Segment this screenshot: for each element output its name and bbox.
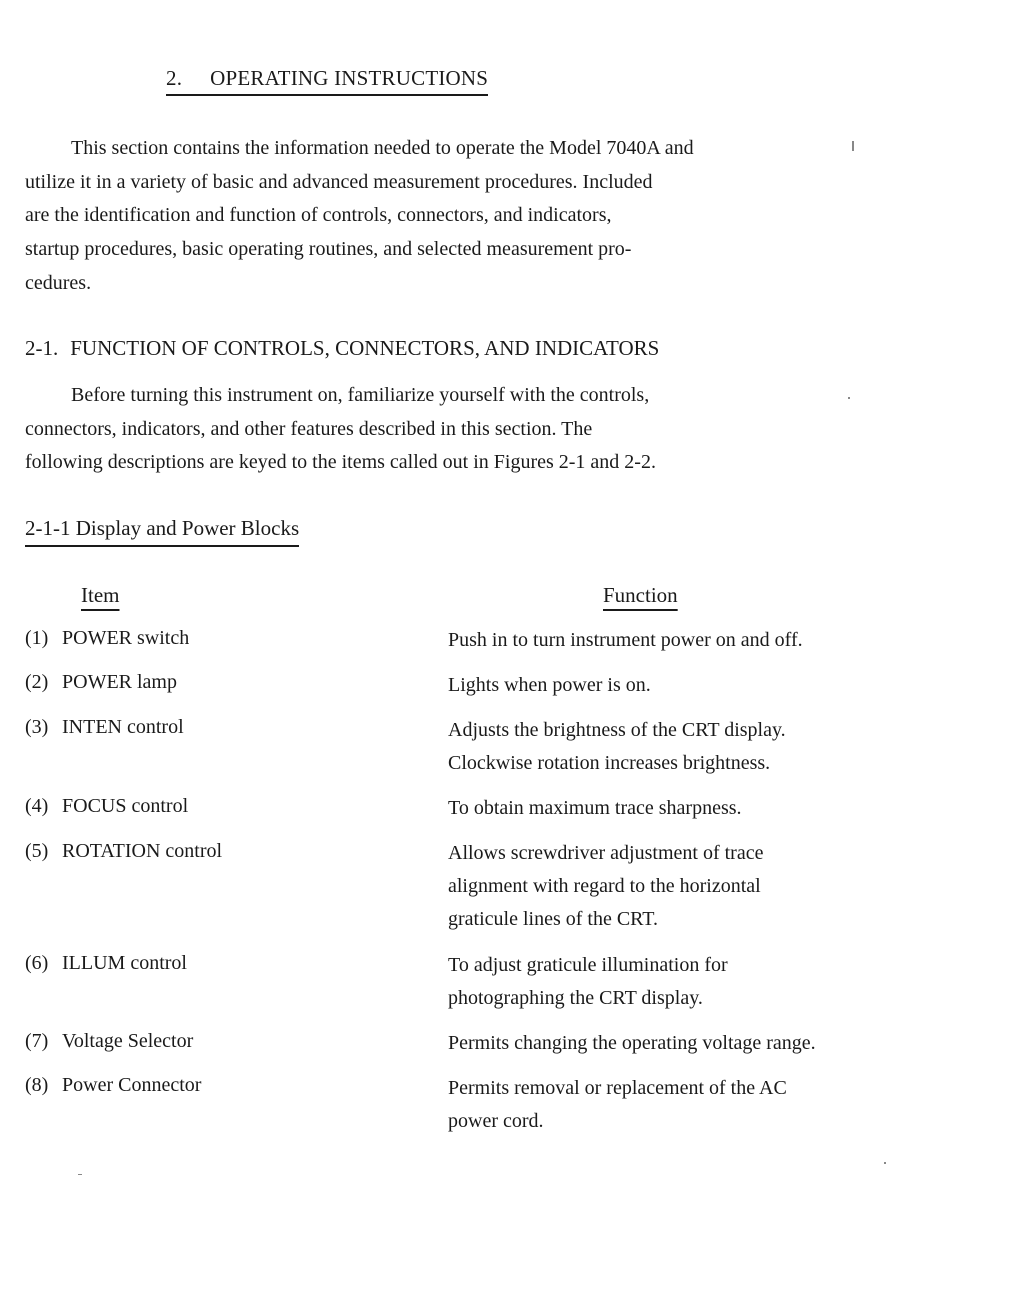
item-column-header: Item (81, 583, 120, 607)
table-row-item (25, 795, 188, 818)
intro-line: cedures. (25, 272, 92, 294)
function-line: Push in to turn instrument power on and off. (448, 629, 803, 651)
item-label: Power Connector (62, 1074, 202, 1096)
function-line: Permits removal or replacement of the AC (448, 1077, 787, 1099)
section-title-text: FUNCTION OF CONTROLS, CONNECTORS, AND INDICATORS (70, 336, 660, 360)
scan-speck (78, 1174, 82, 1175)
table-row-item (25, 716, 184, 739)
table-row-item (25, 840, 222, 863)
subsection-title: 2-1-1 Display and Power Blocks (25, 516, 299, 547)
function-line: alignment with regard to the horizontal (448, 875, 761, 897)
function-line: Lights when power is on. (448, 674, 651, 696)
item-index: (7) (25, 1030, 49, 1052)
function-line: To obtain maximum trace sharpness. (448, 797, 742, 819)
table-row-function (448, 669, 651, 702)
section-line: Before turning this instrument on, familiarize yourself with the controls, (71, 384, 650, 406)
intro-line: are the identification and function of controls, connectors, and indicators, (25, 204, 612, 226)
item-label: FOCUS control (62, 795, 189, 817)
table-row-function (448, 837, 763, 936)
intro-line: startup procedures, basic operating routines, and selected measurement pro- (25, 238, 632, 260)
table-row-function (448, 1027, 816, 1060)
table-row-item (25, 671, 177, 694)
item-label: POWER lamp (62, 671, 177, 693)
table-row-function (448, 792, 742, 825)
table-row-item (25, 627, 189, 650)
item-index: (5) (25, 840, 49, 862)
table-row-function (448, 1072, 787, 1138)
item-label: Voltage Selector (62, 1030, 194, 1052)
function-line: Allows screwdriver adjustment of trace (448, 842, 764, 864)
table-row-function (448, 714, 786, 780)
item-index: (2) (25, 671, 49, 693)
section-number: 2-1. (25, 336, 59, 360)
section-line: following descriptions are keyed to the items called out in Figures 2-1 and 2-2. (25, 451, 656, 473)
function-line: Clockwise rotation increases brightness. (448, 752, 771, 774)
item-index: (8) (25, 1074, 49, 1096)
scan-speck (884, 1162, 886, 1164)
table-row-function (448, 949, 728, 1015)
intro-line: This section contains the information needed to operate the Model 7040A and (71, 137, 694, 159)
item-index: (3) (25, 716, 49, 738)
scan-speck (848, 397, 850, 399)
function-line: Adjusts the brightness of the CRT display. (448, 719, 786, 741)
item-index: (4) (25, 795, 49, 817)
section-title (25, 336, 659, 361)
function-line: To adjust graticule illumination for (448, 954, 728, 976)
scan-speck (852, 141, 854, 151)
item-label: ROTATION control (62, 840, 223, 862)
item-label: ILLUM control (62, 952, 187, 974)
function-line: power cord. (448, 1110, 544, 1132)
function-line: graticule lines of the CRT. (448, 908, 659, 930)
function-line: Permits changing the operating voltage range. (448, 1032, 816, 1054)
heading-number: 2. (166, 66, 183, 90)
table-row-item (25, 952, 187, 975)
item-label: POWER switch (62, 627, 190, 649)
item-index: (1) (25, 627, 49, 649)
table-row-item (25, 1074, 201, 1097)
function-column-header: Function (603, 583, 678, 607)
table-row-item (25, 1030, 193, 1053)
section-line: connectors, indicators, and other features described in this section. The (25, 418, 593, 440)
heading-title: OPERATING INSTRUCTIONS (210, 66, 489, 90)
table-row-function (448, 624, 803, 657)
item-index: (6) (25, 952, 49, 974)
intro-line: utilize it in a variety of basic and advanced measurement procedures. Included (25, 171, 653, 193)
page-heading (166, 66, 488, 96)
item-label: INTEN control (62, 716, 184, 738)
function-line: photographing the CRT display. (448, 987, 703, 1009)
